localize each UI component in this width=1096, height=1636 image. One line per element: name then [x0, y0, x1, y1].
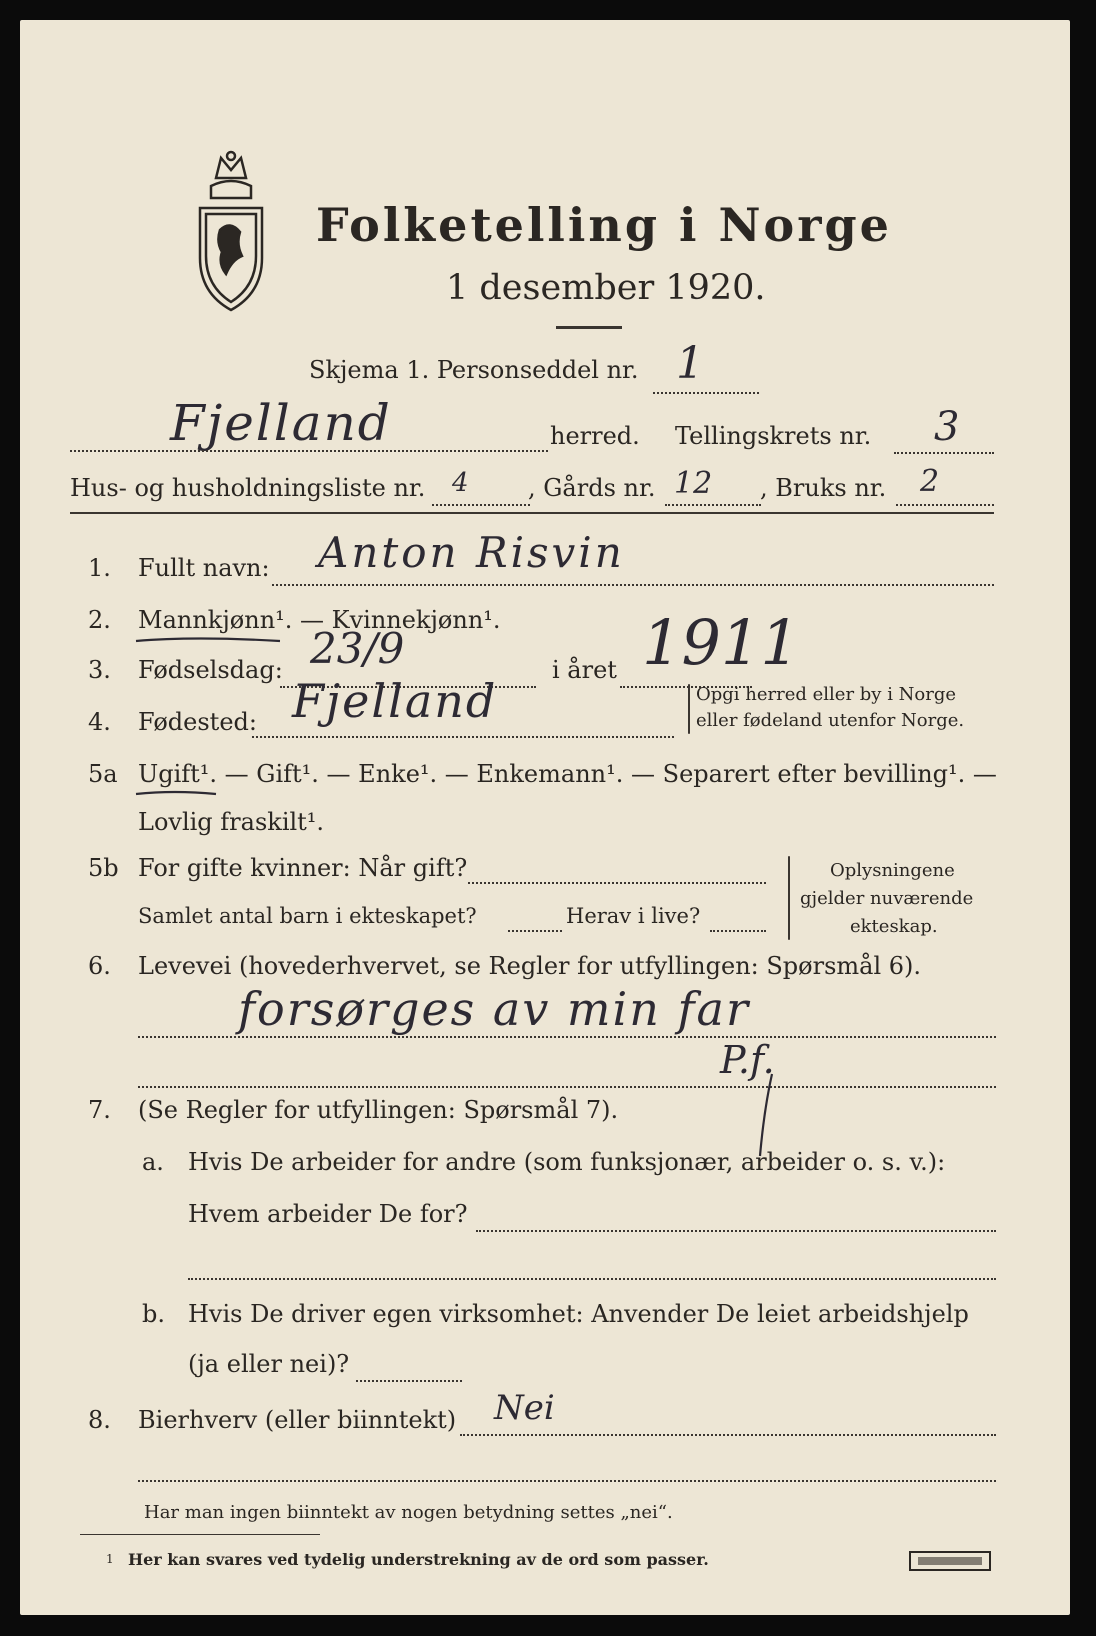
tellingskrets-nr-value[interactable]: 3: [934, 404, 960, 450]
marital-status-options[interactable]: Ugift¹. — Gift¹. — Enke¹. — Enkemann¹. — Separert efter bevilling¹. —: [138, 760, 997, 788]
q6-line-2: [138, 1086, 996, 1088]
q7a-letter: a.: [142, 1148, 164, 1176]
q5b-alive-label: Herav i live?: [566, 904, 701, 928]
gards-line: [665, 504, 761, 506]
q7-label: (Se Regler for utfyllingen: Spørsmål 7).: [138, 1096, 619, 1124]
herred-value[interactable]: Fjelland: [170, 394, 392, 452]
q7a-employer-line: [476, 1230, 996, 1232]
personseddel-nr-value[interactable]: 1: [676, 338, 704, 389]
q3-number: 3.: [88, 656, 111, 684]
q7a-question: Hvis De arbeider for andre (som funksjonær, arbeider o. s. v.):: [188, 1148, 946, 1176]
q3-year-label: i året: [552, 656, 617, 684]
q4-note-line-2: eller fødeland utenfor Norge.: [696, 710, 965, 731]
gender-underline-mark: [134, 634, 282, 646]
q8-line-2: [138, 1480, 996, 1482]
q7b-answer-line: [356, 1380, 462, 1382]
gards-label: , Gårds nr.: [528, 474, 656, 502]
q2-number: 2.: [88, 606, 111, 634]
form-title: Folketelling i Norge: [316, 198, 892, 252]
q8-number: 8.: [88, 1406, 111, 1434]
header-rule: [70, 512, 994, 514]
q8-line: [460, 1434, 996, 1436]
hus-label: Hus- og husholdningsliste nr.: [70, 474, 426, 502]
q6-line-1: [138, 1036, 996, 1038]
footnote-rule: [80, 1534, 320, 1535]
q7a-line-2: [188, 1278, 996, 1280]
q4-number: 4.: [88, 708, 111, 736]
side-income-note: Har man ingen biinntekt av nogen betydning settes „nei“.: [144, 1502, 673, 1523]
q7a-employer-label: Hvem arbeider De for?: [188, 1200, 468, 1228]
bruks-line: [896, 504, 994, 506]
printer-stamp-icon: [908, 1550, 992, 1572]
footnote-mark: 1: [106, 1552, 114, 1566]
q1-number: 1.: [88, 554, 111, 582]
gender-options[interactable]: Mannkjønn¹. — Kvinnekjønn¹.: [138, 606, 501, 634]
birth-year-value[interactable]: 1911: [642, 606, 800, 679]
q7b-letter: b.: [142, 1300, 165, 1328]
q5b-alive-line: [710, 930, 766, 932]
birthplace-value[interactable]: Fjelland: [292, 674, 498, 728]
herred-label: herred.: [550, 422, 640, 450]
q5b-number: 5b: [88, 854, 119, 882]
q4-note-brace: [688, 684, 690, 734]
title-divider: [556, 326, 622, 329]
herred-line: [70, 450, 548, 452]
q7b-question: Hvis De driver egen virksomhet: Anvender De leiet arbeidshjelp: [188, 1300, 969, 1328]
hus-line: [432, 504, 530, 506]
q5b-children-label: Samlet antal barn i ekteskapet?: [138, 904, 477, 928]
q3-label: Fødselsdag:: [138, 656, 283, 684]
bruks-nr-value[interactable]: 2: [920, 464, 940, 499]
handwritten-stroke-mark: [742, 1070, 782, 1160]
q4-label: Fødested:: [138, 708, 257, 736]
q6-label: Levevei (hovederhvervet, se Regler for utfyllingen: Spørsmål 6).: [138, 952, 922, 980]
tellingskrets-line: [894, 452, 994, 454]
q7-number: 7.: [88, 1096, 111, 1124]
footnote-text: Her kan svares ved tydelig understrekning av de ord som passer.: [128, 1550, 709, 1569]
full-name-value[interactable]: Anton Risvin: [318, 528, 625, 577]
marital-status-options-cont[interactable]: Lovlig fraskilt¹.: [138, 808, 325, 836]
q1-label: Fullt navn:: [138, 554, 270, 582]
q5b-married-line: [468, 882, 766, 884]
occupation-value[interactable]: forsørges av min far: [238, 982, 750, 1036]
q5b-married-label: For gifte kvinner: Når gift?: [138, 854, 468, 882]
gards-nr-value[interactable]: 12: [674, 466, 713, 501]
q5b-children-line: [508, 930, 562, 932]
q5b-note-line-2: gjelder nuværende: [800, 888, 974, 909]
census-form: [20, 20, 1070, 1615]
q4-note-line-1: Opgi herred eller by i Norge: [696, 684, 957, 705]
tellingskrets-label: Tellingskrets nr.: [675, 422, 872, 450]
q1-line: [272, 584, 994, 586]
ugift-underline-mark: [134, 788, 218, 800]
skjema-label: Skjema 1. Personseddel nr.: [309, 356, 639, 384]
q7b-answer-label: (ja eller nei)?: [188, 1350, 350, 1378]
q4-line: [252, 736, 674, 738]
q6-number: 6.: [88, 952, 111, 980]
q5a-number: 5a: [88, 760, 118, 788]
q5b-note-line-3: ekteskap.: [850, 916, 938, 937]
norway-coat-of-arms-icon: [186, 148, 276, 318]
q5b-note-line-1: Oplysningene: [830, 860, 955, 881]
q8-label: Bierhverv (eller biinntekt): [138, 1406, 457, 1434]
side-income-value[interactable]: Nei: [494, 1388, 555, 1428]
q5b-note-brace: [788, 856, 790, 940]
occupation-code-value[interactable]: P.f.: [720, 1038, 775, 1082]
birthday-value[interactable]: 23/9: [310, 624, 405, 673]
census-date: 1 desember 1920.: [446, 268, 766, 308]
bruks-label: , Bruks nr.: [760, 474, 887, 502]
hus-nr-value[interactable]: 4: [452, 468, 469, 498]
personseddel-line: [653, 392, 759, 394]
